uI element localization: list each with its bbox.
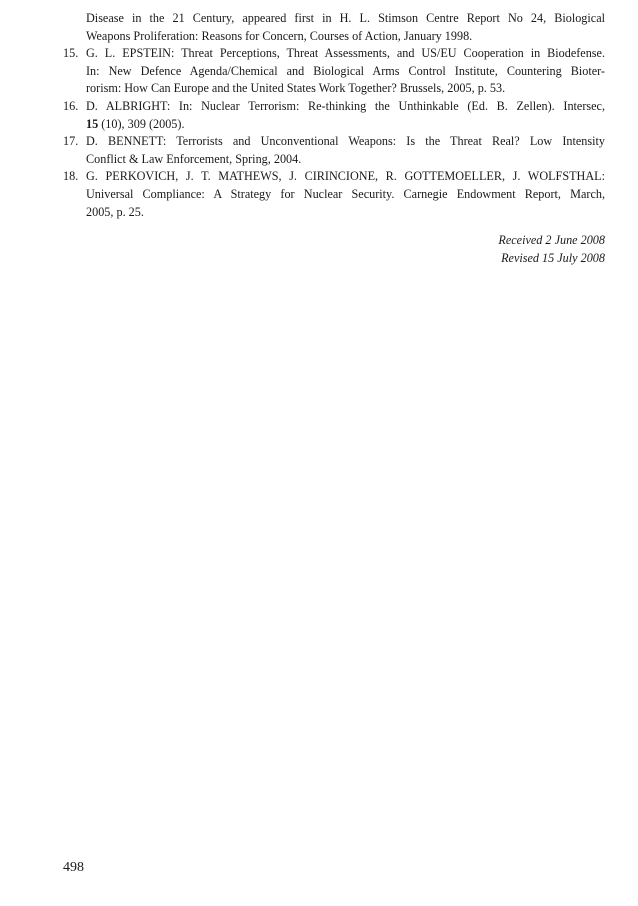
- revised-date: Revised 15 July 2008: [501, 250, 605, 265]
- reference-text-line: Disease in the 21 Century, appeared first in H. L. Stimson Centre Report No 24, Biological: [86, 11, 605, 25]
- reference-text-line: G. L. EPSTEIN: Threat Perceptions, Threat Assessments, and US/EU Cooperation in Biodefense.: [86, 46, 605, 61]
- received-date: Received 2 June 2008: [498, 233, 605, 247]
- reference-text-line: In: New Defence Agenda/Chemical and Biological Arms Control Institute, Countering Bioter-: [86, 63, 605, 78]
- volume-number: 15: [86, 116, 99, 131]
- reference-text-line: 2005, p. 25.: [86, 204, 144, 219]
- reference-text-rest: (10), 309 (2005).: [98, 116, 185, 131]
- reference-list: [63, 10, 605, 221]
- reference-text-line: Weapons Proliferation: Reasons for Concern, Courses of Action, January 1998.: [86, 28, 473, 43]
- reference-item-17: [63, 133, 605, 168]
- reference-number: 15.: [63, 46, 79, 61]
- reference-text-line: [86, 116, 605, 134]
- reference-number: 17.: [63, 134, 79, 149]
- reference-text-line: Universal Compliance: A Strategy for Nuclear Security. Carnegie Endowment Report, March,: [86, 186, 605, 201]
- reference-text-line: G. PERKOVICH, J. T. MATHEWS, J. CIRINCIONE, R. GOTTEMOELLER, J. WOLFSTHAL:: [86, 169, 605, 184]
- reference-item-15: [63, 45, 605, 98]
- reference-item-18: [63, 168, 605, 221]
- reference-text-line: D. BENNETT: Terrorists and Unconventional Weapons: Is the Threat Real? Low Intensity: [86, 134, 605, 149]
- reference-number: 16.: [63, 98, 79, 113]
- submission-dates: [498, 232, 605, 267]
- reference-text-line: rorism: How Can Europe and the United States Work Together? Brussels, 2005, p. 53.: [86, 81, 506, 96]
- reference-text-line: Conflict & Law Enforcement, Spring, 2004.: [86, 151, 302, 166]
- reference-item-16: [63, 98, 605, 133]
- reference-number: 18.: [63, 169, 79, 184]
- reference-text-line: D. ALBRIGHT: In: Nuclear Terrorism: Re-thinking the Unthinkable (Ed. B. Zellen). Intersec,: [86, 98, 605, 113]
- page-number: 498: [63, 860, 84, 875]
- reference-item-14-continued: [63, 10, 605, 45]
